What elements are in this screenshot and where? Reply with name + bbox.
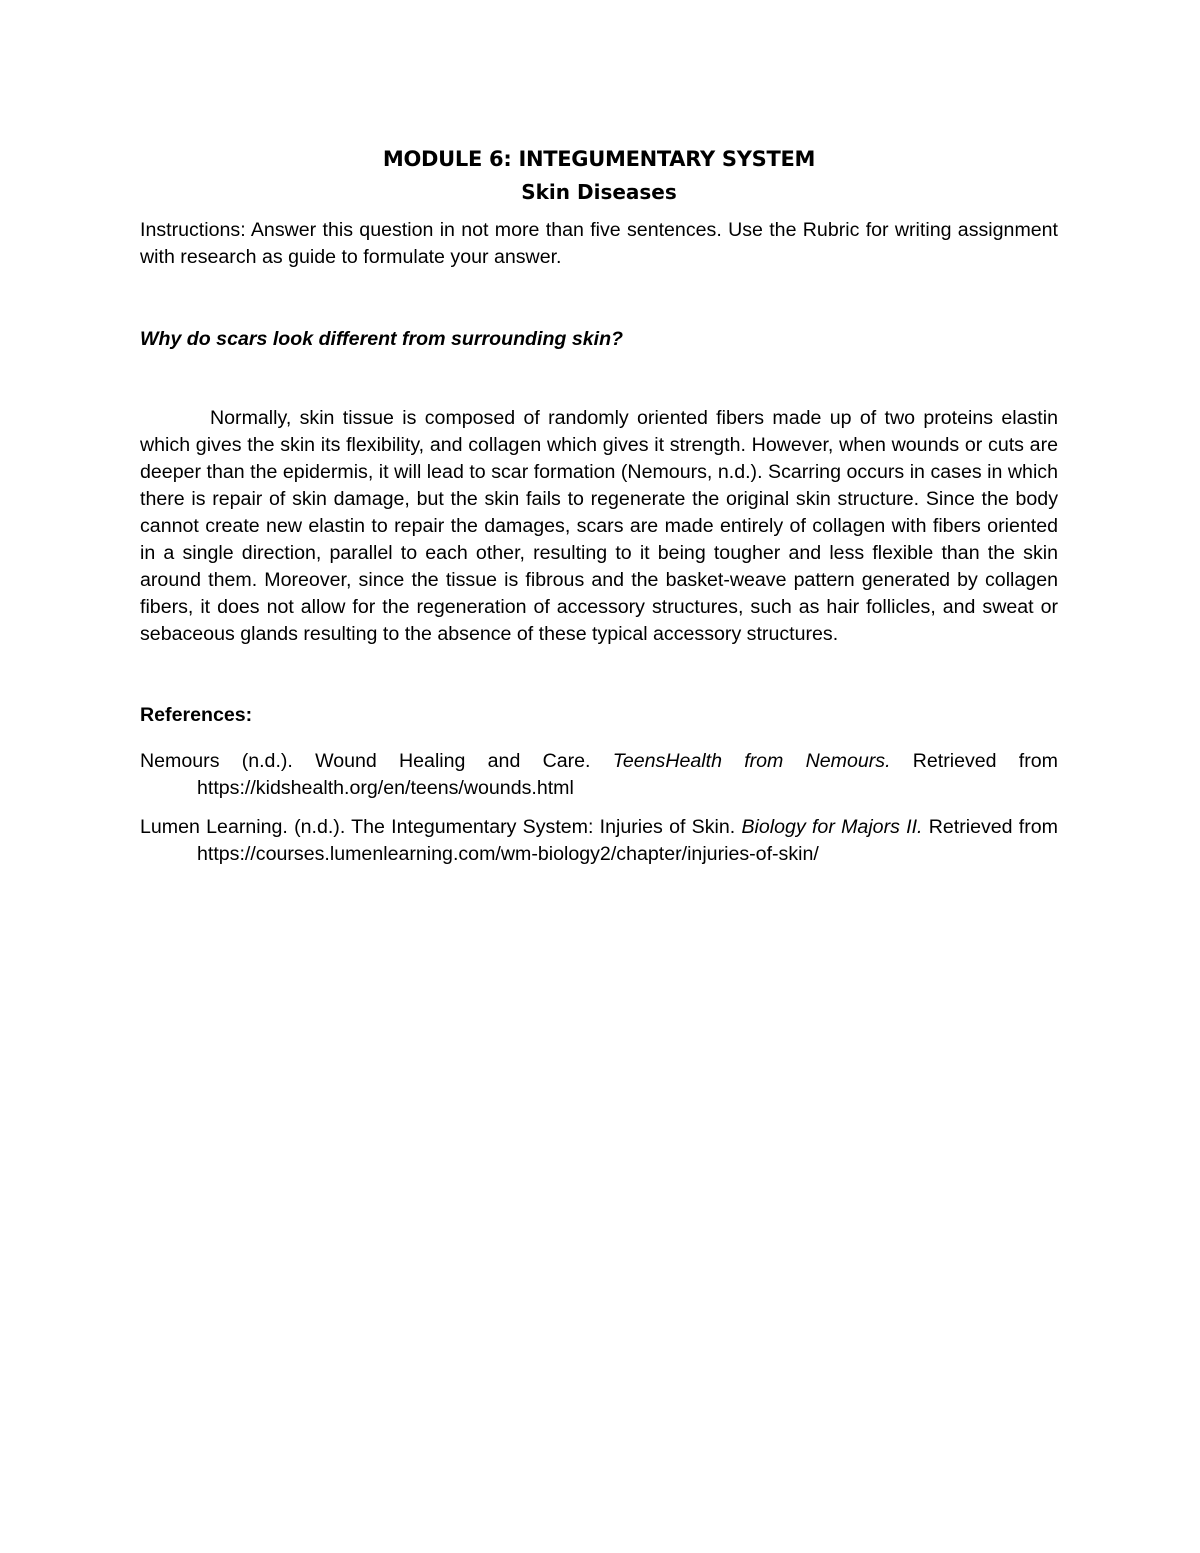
reference-text: Nemours (n.d.). Wound Healing and Care. bbox=[140, 750, 613, 772]
references-heading: References: bbox=[140, 704, 253, 726]
reference-source: TeensHealth from Nemours. bbox=[612, 750, 891, 772]
reference-source: Biology for Majors II. bbox=[741, 816, 923, 838]
reference-item bbox=[140, 814, 1058, 868]
page-title: MODULE 6: INTEGUMENTARY SYSTEM bbox=[382, 147, 816, 171]
reference-text: Lumen Learning. (n.d.). The Integumentary System: Injuries of Skin. bbox=[140, 816, 742, 838]
page-subtitle: Skin Diseases bbox=[521, 180, 677, 204]
instructions-text: Instructions: Answer this question in not more than five sentences. Use the Rubric for writing assignment with research as guide to formulate your answer. bbox=[140, 219, 1058, 268]
answer-paragraph: Normally, skin tissue is composed of randomly oriented fibers made up of two proteins elastin which gives the skin its flexibility, and collagen which gives it strength. However, when wounds or cuts are deeper than the epidermis, it will lead to scar formation (Nemours, n.d.). Scarring occurs in cases in which there is repair of skin damage, but the skin fails to regenerate the original skin structure. Since the body cannot create new elastin to repair the damages, scars are made entirely of collagen with fibers oriented in a single direction, parallel to each other, resulting to it being tougher and less flexible than the skin around them. Moreover, since the tissue is fibrous and the basket-weave pattern generated by collagen fibers, it does not allow for the regeneration of accessory structures, such as hair follicles, and sweat or sebaceous glands resulting to the absence of these typical accessory structures. bbox=[140, 407, 1058, 645]
document-content bbox=[140, 143, 1058, 868]
question-heading: Why do scars look different from surrounding skin? bbox=[140, 328, 624, 350]
reference-retrieval: Retrieved from https://courses.lumenlearning.com/wm-biology2/chapter/injuries-of-skin/ bbox=[197, 816, 1058, 865]
reference-retrieval: Retrieved from https://kidshealth.org/en/teens/wounds.html bbox=[197, 750, 1058, 799]
reference-item bbox=[140, 748, 1058, 802]
